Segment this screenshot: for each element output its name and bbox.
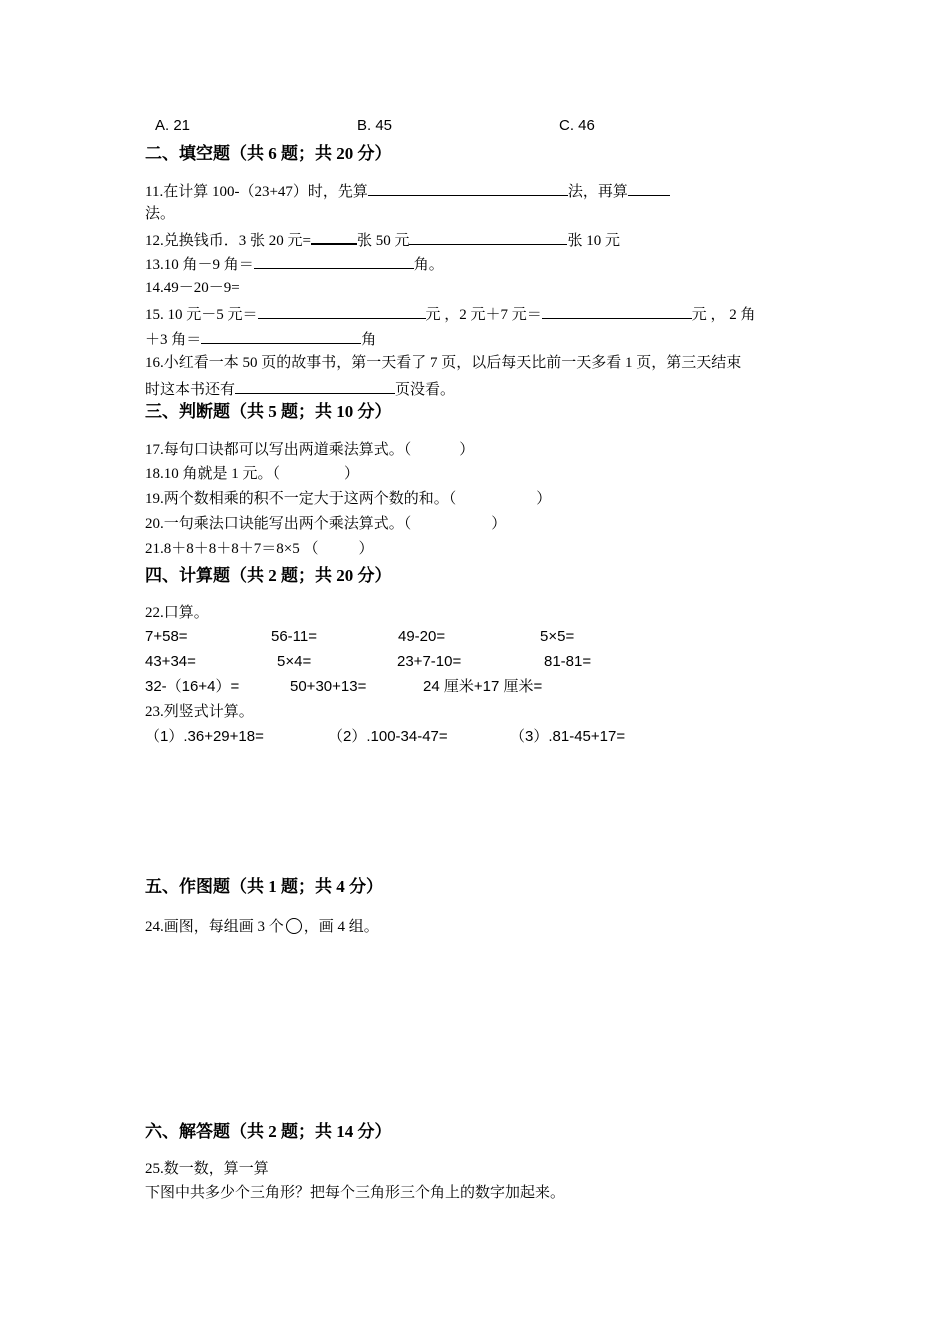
answer-blank — [201, 329, 361, 344]
calc-item: 49-20= — [398, 628, 446, 645]
answer-blank — [368, 181, 568, 196]
section-judge-heading: 三、判断题（共 5 题；共 10 分） — [145, 402, 392, 421]
question-19: 19.两个数相乘的积不一定大于这两个数的和。（ ） — [145, 491, 552, 507]
question-11-cont: 法。 — [145, 206, 176, 222]
section-solve-heading: 六、解答题（共 2 题；共 14 分） — [145, 1122, 392, 1141]
calc-item: 5×5= — [540, 628, 575, 645]
question-11: 11.在计算 100-（23+47）时，先算 法，再算 — [145, 181, 670, 201]
calc-item: 23+7-10= — [397, 653, 462, 670]
question-24: 24.画图，每组画 3 个 ，画 4 组。 — [145, 919, 379, 935]
answer-blank — [628, 181, 670, 196]
option-c: C. 46 — [559, 117, 595, 134]
question-17: 17.每句口诀都可以写出两道乘法算式。（ ） — [145, 442, 475, 458]
option-b: B. 45 — [357, 117, 393, 134]
section-draw-heading: 五、作图题（共 1 题；共 4 分） — [145, 877, 383, 896]
vertical-calc-item: （3）.81-45+17= — [510, 728, 626, 745]
answer-blank — [311, 229, 357, 245]
calc-item: 7+58= — [145, 628, 188, 645]
answer-blank — [409, 230, 567, 245]
vertical-calc-item: （2）.100-34-47= — [328, 728, 448, 745]
question-25-title: 25.数一数，算一算 — [145, 1161, 269, 1177]
circle-icon — [286, 918, 302, 934]
question-16-cont: 时这本书还有 页没看。 — [145, 379, 455, 399]
question-21: 21.8＋8＋8＋8＋7＝8×5 （ ） — [145, 541, 374, 557]
option-a: A. 21 — [155, 117, 191, 134]
question-12: 12.兑换钱币．3 张 20 元= 张 50 元 张 10 元 — [145, 229, 620, 250]
calc-item: 32-（16+4）= — [145, 678, 240, 695]
question-23-title: 23.列竖式计算。 — [145, 704, 254, 720]
question-22-title: 22.口算。 — [145, 605, 209, 621]
vertical-calc-item: （1）.36+29+18= — [145, 728, 264, 745]
answer-blank — [235, 379, 395, 394]
calc-item: 43+34= — [145, 653, 196, 670]
calc-item: 81-81= — [544, 653, 592, 670]
section-fill-heading: 二、填空题（共 6 题；共 20 分） — [145, 144, 392, 163]
calc-item: 56-11= — [271, 628, 318, 645]
question-14: 14.49－20－9= — [145, 280, 240, 296]
section-calc-heading: 四、计算题（共 2 题；共 20 分） — [145, 566, 392, 585]
answer-blank — [258, 304, 426, 319]
question-18: 18.10 角就是 1 元。（ ） — [145, 466, 360, 482]
answer-blank — [542, 304, 692, 319]
calc-item: 5×4= — [277, 653, 312, 670]
calc-item: 24 厘米+17 厘米= — [423, 678, 543, 695]
calc-item: 50+30+13= — [290, 678, 367, 695]
answer-blank — [254, 254, 414, 269]
question-13: 13.10 角－9 角＝ 角。 — [145, 254, 444, 274]
question-25-text: 下图中共多少个三角形？把每个三角形三个角上的数字加起来。 — [145, 1185, 566, 1201]
question-20: 20.一句乘法口诀能写出两个乘法算式。（ ） — [145, 516, 507, 532]
question-15: 15. 10 元－5 元＝ 元 ，2 元＋7 元＝ 元 ， 2 角 — [145, 304, 756, 324]
question-16: 16.小红看一本 50 页的故事书，第一天看了 7 页，以后每天比前一天多看 1 页，第三天结束 — [145, 355, 742, 371]
question-15-cont: ＋3 角＝ 角 — [145, 329, 376, 349]
